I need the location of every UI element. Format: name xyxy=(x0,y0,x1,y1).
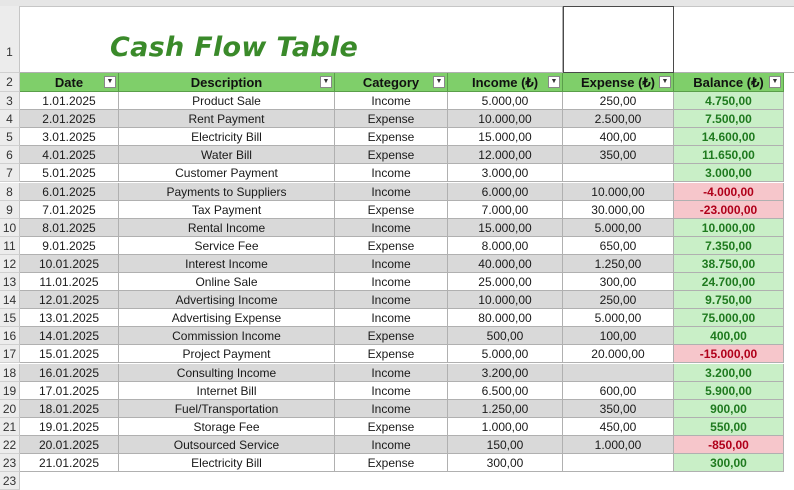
income-cell[interactable]: 12.000,00 xyxy=(448,146,563,164)
income-cell[interactable]: 500,00 xyxy=(448,327,563,345)
income-cell[interactable]: 3.200,00 xyxy=(448,364,563,382)
filter-dropdown-icon[interactable]: ▼ xyxy=(433,76,445,88)
expense-cell[interactable]: 300,00 xyxy=(563,273,674,291)
expense-cell[interactable]: 650,00 xyxy=(563,237,674,255)
income-cell[interactable]: 6.000,00 xyxy=(448,183,563,201)
expense-cell[interactable]: 5.000,00 xyxy=(563,219,674,237)
balance-cell[interactable]: 75.000,00 xyxy=(674,309,784,327)
description-cell[interactable]: Rent Payment xyxy=(119,110,335,128)
expense-cell[interactable]: 20.000,00 xyxy=(563,345,674,363)
description-cell[interactable]: Payments to Suppliers xyxy=(119,183,335,201)
sheet-title: Cash Flow Table xyxy=(110,32,359,63)
category-cell[interactable]: Expense xyxy=(335,327,448,345)
balance-cell[interactable]: 9.750,00 xyxy=(674,291,784,309)
description-cell[interactable]: Interest Income xyxy=(119,255,335,273)
header-balance-label: Balance (₺) xyxy=(693,75,764,90)
balance-cell[interactable]: 7.500,00 xyxy=(674,110,784,128)
category-cell[interactable]: Income xyxy=(335,255,448,273)
category-cell[interactable]: Expense xyxy=(335,128,448,146)
date-cell[interactable]: 6.01.2025 xyxy=(20,183,119,201)
row-number[interactable]: 6 xyxy=(0,146,20,164)
category-cell[interactable]: Income xyxy=(335,291,448,309)
date-cell[interactable]: 15.01.2025 xyxy=(20,345,119,363)
header-description-label: Description xyxy=(190,75,263,90)
description-cell[interactable]: Internet Bill xyxy=(119,382,335,400)
income-cell[interactable]: 3.000,00 xyxy=(448,164,563,182)
category-cell[interactable]: Expense xyxy=(335,454,448,472)
expense-cell[interactable]: 10.000,00 xyxy=(563,183,674,201)
row-number[interactable]: 13 xyxy=(0,273,20,291)
date-cell[interactable]: 1.01.2025 xyxy=(20,92,119,110)
expense-cell[interactable] xyxy=(563,164,674,182)
category-cell[interactable]: Income xyxy=(335,400,448,418)
header-description[interactable] xyxy=(119,73,335,92)
income-cell[interactable]: 5.000,00 xyxy=(448,345,563,363)
category-cell[interactable]: Income xyxy=(335,273,448,291)
expense-cell[interactable]: 600,00 xyxy=(563,382,674,400)
description-cell[interactable]: Outsourced Service xyxy=(119,436,335,454)
description-cell[interactable]: Fuel/Transportation xyxy=(119,400,335,418)
income-cell[interactable]: 7.000,00 xyxy=(448,201,563,219)
filter-dropdown-icon[interactable]: ▼ xyxy=(659,76,671,88)
expense-cell[interactable] xyxy=(563,364,674,382)
description-cell[interactable]: Tax Payment xyxy=(119,201,335,219)
header-income[interactable] xyxy=(448,73,563,92)
income-cell[interactable]: 150,00 xyxy=(448,436,563,454)
row-number[interactable]: 1 xyxy=(0,6,20,73)
category-cell[interactable]: Expense xyxy=(335,110,448,128)
income-cell[interactable]: 1.250,00 xyxy=(448,400,563,418)
date-cell[interactable]: 9.01.2025 xyxy=(20,237,119,255)
expense-cell[interactable]: 30.000,00 xyxy=(563,201,674,219)
balance-cell[interactable]: 11.650,00 xyxy=(674,146,784,164)
filter-dropdown-icon[interactable]: ▼ xyxy=(548,76,560,88)
category-cell[interactable]: Income xyxy=(335,219,448,237)
row-number[interactable]: 16 xyxy=(0,327,20,345)
expense-cell[interactable]: 250,00 xyxy=(563,291,674,309)
date-cell[interactable]: 14.01.2025 xyxy=(20,327,119,345)
balance-cell[interactable]: 3.000,00 xyxy=(674,164,784,182)
balance-cell[interactable]: 550,00 xyxy=(674,418,784,436)
balance-cell[interactable]: 300,00 xyxy=(674,454,784,472)
row-number[interactable]: 20 xyxy=(0,400,20,418)
date-cell[interactable]: 5.01.2025 xyxy=(20,164,119,182)
category-cell[interactable]: Expense xyxy=(335,146,448,164)
header-date-label: Date xyxy=(54,75,84,90)
balance-cell[interactable]: 3.200,00 xyxy=(674,364,784,382)
header-income-label: Income (₺) xyxy=(471,75,539,90)
description-cell[interactable]: Project Payment xyxy=(119,345,335,363)
date-cell[interactable]: 8.01.2025 xyxy=(20,219,119,237)
income-cell[interactable]: 6.500,00 xyxy=(448,382,563,400)
expense-cell[interactable]: 350,00 xyxy=(563,400,674,418)
balance-cell[interactable]: 4.750,00 xyxy=(674,92,784,110)
header-expense[interactable] xyxy=(563,73,674,92)
date-cell[interactable]: 13.01.2025 xyxy=(20,309,119,327)
row-number[interactable]: 4 xyxy=(0,110,20,128)
filter-dropdown-icon[interactable]: ▼ xyxy=(320,76,332,88)
expense-cell[interactable]: 400,00 xyxy=(563,128,674,146)
expense-cell[interactable]: 250,00 xyxy=(563,92,674,110)
description-cell[interactable]: Consulting Income xyxy=(119,364,335,382)
income-cell[interactable]: 40.000,00 xyxy=(448,255,563,273)
date-cell[interactable]: 21.01.2025 xyxy=(20,454,119,472)
header-balance[interactable] xyxy=(674,73,784,92)
category-cell[interactable]: Expense xyxy=(335,237,448,255)
row-number[interactable]: 19 xyxy=(0,382,20,400)
date-cell[interactable]: 20.01.2025 xyxy=(20,436,119,454)
header-date[interactable] xyxy=(20,73,119,92)
category-cell[interactable]: Income xyxy=(335,382,448,400)
category-cell[interactable]: Expense xyxy=(335,345,448,363)
income-cell[interactable]: 25.000,00 xyxy=(448,273,563,291)
expense-cell[interactable] xyxy=(563,454,674,472)
expense-cell[interactable]: 1.000,00 xyxy=(563,436,674,454)
balance-cell[interactable]: -4.000,00 xyxy=(674,183,784,201)
date-cell[interactable]: 16.01.2025 xyxy=(20,364,119,382)
description-cell[interactable]: Rental Income xyxy=(119,219,335,237)
income-cell[interactable]: 8.000,00 xyxy=(448,237,563,255)
header-category[interactable] xyxy=(335,73,448,92)
balance-cell[interactable]: 38.750,00 xyxy=(674,255,784,273)
description-cell[interactable]: Advertising Expense xyxy=(119,309,335,327)
category-cell[interactable]: Expense xyxy=(335,201,448,219)
row-number[interactable]: 23 xyxy=(0,472,20,490)
income-cell[interactable]: 300,00 xyxy=(448,454,563,472)
description-cell[interactable]: Advertising Income xyxy=(119,291,335,309)
category-cell[interactable]: Income xyxy=(335,309,448,327)
row-number[interactable]: 23 xyxy=(0,454,20,472)
balance-cell[interactable]: 14.600,00 xyxy=(674,128,784,146)
empty-cell[interactable] xyxy=(674,6,794,73)
balance-cell[interactable]: 10.000,00 xyxy=(674,219,784,237)
filter-dropdown-icon[interactable]: ▼ xyxy=(104,76,116,88)
date-cell[interactable]: 2.01.2025 xyxy=(20,110,119,128)
header-category-label: Category xyxy=(362,75,420,90)
category-cell[interactable]: Income xyxy=(335,364,448,382)
expense-cell[interactable]: 2.500,00 xyxy=(563,110,674,128)
income-cell[interactable]: 15.000,00 xyxy=(448,128,563,146)
row-number[interactable]: 18 xyxy=(0,364,20,382)
expense-cell[interactable]: 100,00 xyxy=(563,327,674,345)
balance-cell[interactable]: 7.350,00 xyxy=(674,237,784,255)
expense-cell[interactable]: 5.000,00 xyxy=(563,309,674,327)
row-number[interactable]: 9 xyxy=(0,201,20,219)
selected-cell[interactable] xyxy=(563,6,674,73)
expense-cell[interactable]: 450,00 xyxy=(563,418,674,436)
income-cell[interactable]: 10.000,00 xyxy=(448,291,563,309)
description-cell[interactable]: Commission Income xyxy=(119,327,335,345)
description-cell[interactable]: Water Bill xyxy=(119,146,335,164)
balance-cell[interactable]: 24.700,00 xyxy=(674,273,784,291)
title-merged-cell[interactable] xyxy=(20,6,563,73)
category-cell[interactable]: Expense xyxy=(335,418,448,436)
row-number[interactable]: 22 xyxy=(0,436,20,454)
date-cell[interactable]: 17.01.2025 xyxy=(20,382,119,400)
row-number[interactable]: 21 xyxy=(0,418,20,436)
filter-dropdown-icon[interactable]: ▼ xyxy=(769,76,781,88)
date-cell[interactable]: 12.01.2025 xyxy=(20,291,119,309)
description-cell[interactable]: Electricity Bill xyxy=(119,128,335,146)
category-cell[interactable]: Income xyxy=(335,92,448,110)
date-cell[interactable]: 3.01.2025 xyxy=(20,128,119,146)
balance-cell[interactable]: 400,00 xyxy=(674,327,784,345)
description-cell[interactable]: Service Fee xyxy=(119,237,335,255)
row-number[interactable]: 2 xyxy=(0,73,20,92)
row-number[interactable]: 10 xyxy=(0,219,20,237)
row-number[interactable]: 8 xyxy=(0,183,20,201)
row-number[interactable]: 7 xyxy=(0,164,20,182)
description-cell[interactable]: Online Sale xyxy=(119,273,335,291)
description-cell[interactable]: Storage Fee xyxy=(119,418,335,436)
income-cell[interactable]: 80.000,00 xyxy=(448,309,563,327)
category-cell[interactable]: Income xyxy=(335,436,448,454)
date-cell[interactable]: 18.01.2025 xyxy=(20,400,119,418)
row-number[interactable]: 11 xyxy=(0,237,20,255)
description-cell[interactable]: Electricity Bill xyxy=(119,454,335,472)
expense-cell[interactable]: 1.250,00 xyxy=(563,255,674,273)
balance-cell[interactable]: -850,00 xyxy=(674,436,784,454)
date-cell[interactable]: 10.01.2025 xyxy=(20,255,119,273)
balance-cell[interactable]: -15.000,00 xyxy=(674,345,784,363)
expense-cell[interactable]: 350,00 xyxy=(563,146,674,164)
income-cell[interactable]: 1.000,00 xyxy=(448,418,563,436)
balance-cell[interactable]: 5.900,00 xyxy=(674,382,784,400)
header-expense-label: Expense (₺) xyxy=(580,75,655,90)
income-cell[interactable]: 15.000,00 xyxy=(448,219,563,237)
balance-cell[interactable]: -23.000,00 xyxy=(674,201,784,219)
income-cell[interactable]: 5.000,00 xyxy=(448,92,563,110)
date-cell[interactable]: 4.01.2025 xyxy=(20,146,119,164)
balance-cell[interactable]: 900,00 xyxy=(674,400,784,418)
row-number[interactable]: 17 xyxy=(0,345,20,363)
date-cell[interactable]: 19.01.2025 xyxy=(20,418,119,436)
date-cell[interactable]: 11.01.2025 xyxy=(20,273,119,291)
row-number[interactable]: 3 xyxy=(0,92,20,110)
date-cell[interactable]: 7.01.2025 xyxy=(20,201,119,219)
row-number[interactable]: 14 xyxy=(0,291,20,309)
income-cell[interactable]: 10.000,00 xyxy=(448,110,563,128)
description-cell[interactable]: Customer Payment xyxy=(119,164,335,182)
description-cell[interactable]: Product Sale xyxy=(119,92,335,110)
category-cell[interactable]: Income xyxy=(335,164,448,182)
category-cell[interactable]: Income xyxy=(335,183,448,201)
row-number[interactable]: 15 xyxy=(0,309,20,327)
row-number[interactable]: 12 xyxy=(0,255,20,273)
row-number[interactable]: 5 xyxy=(0,128,20,146)
